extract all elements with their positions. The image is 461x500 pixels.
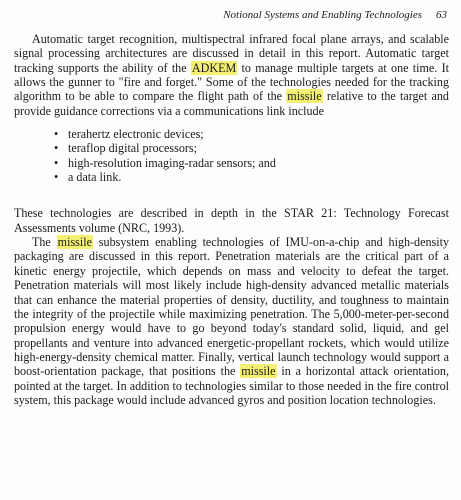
running-header <box>14 8 449 22</box>
highlighted-term: ADKEM <box>191 60 237 75</box>
bullet-item: • teraflop digital processors; <box>54 141 449 155</box>
paragraph-spacer <box>14 194 449 206</box>
bullet-item: • high-resolution imaging-radar sensors; and <box>54 156 449 170</box>
running-title: Notional Systems and Enabling Technologies <box>223 9 422 21</box>
highlighted-term: missile <box>287 89 322 104</box>
paragraph-text: subsystem enabling technologies of IMU-on-a-chip and high-density packaging are discussed in this report. Penetration materials are the critical part of a kinetic energy projectile, which depends on mass and velocity to defeat the target. Penetration materials will most likely include high-density advanced metallic materials that can enhance the material properties of density, ductility, and toughness to maintain the integrity of the projectile while maximizing penetration. The 5,000-meter-per-second propulsion energy would have to go beyond today's standard solid, liquid, and gel propellants and venture into advanced energetic-propellant rockets, which would utilize high-energy-density chemical matter. Finally, vertical launch technology would support a boost-orientation package, that positions the <box>14 235 449 379</box>
highlighted-term: missile <box>57 235 92 250</box>
bullet-item: • terahertz electronic devices; <box>54 127 449 141</box>
page-number: 63 <box>436 9 447 21</box>
paragraph-text: The <box>32 235 57 250</box>
paragraph-text: Automatic target recognition, multispectral infrared focal plane arrays, and scalable signal processing architectures are discussed in detail in this report. Automatic target tracking supports the ability of the <box>14 32 449 75</box>
paragraph-target-tracking <box>14 32 449 118</box>
paragraph-text: in a horizontal attack orientation, pointed at the target. In addition to technologies similar to those needed in the fire control system, this package would include advanced gyros and position location technologies. <box>14 364 449 407</box>
paragraph-missile-subsystem <box>14 235 449 407</box>
bullet-item: • a data link. <box>54 170 449 184</box>
paragraph-text: relative to the target and provide guidance corrections via a communications link include <box>14 89 449 118</box>
technology-bullet-list <box>14 127 449 184</box>
paragraph-text: to manage multiple targets at one time. It allows the gunner to "fire and forget." Some of the technologies needed for the tracking algorithm to be able to compare the flight path of the <box>14 60 449 104</box>
paragraph-star21-reference: These technologies are described in depth in the STAR 21: Technology Forecast Assessments volume (NRC, 1993). <box>14 206 449 235</box>
highlighted-term: missile <box>241 364 276 379</box>
